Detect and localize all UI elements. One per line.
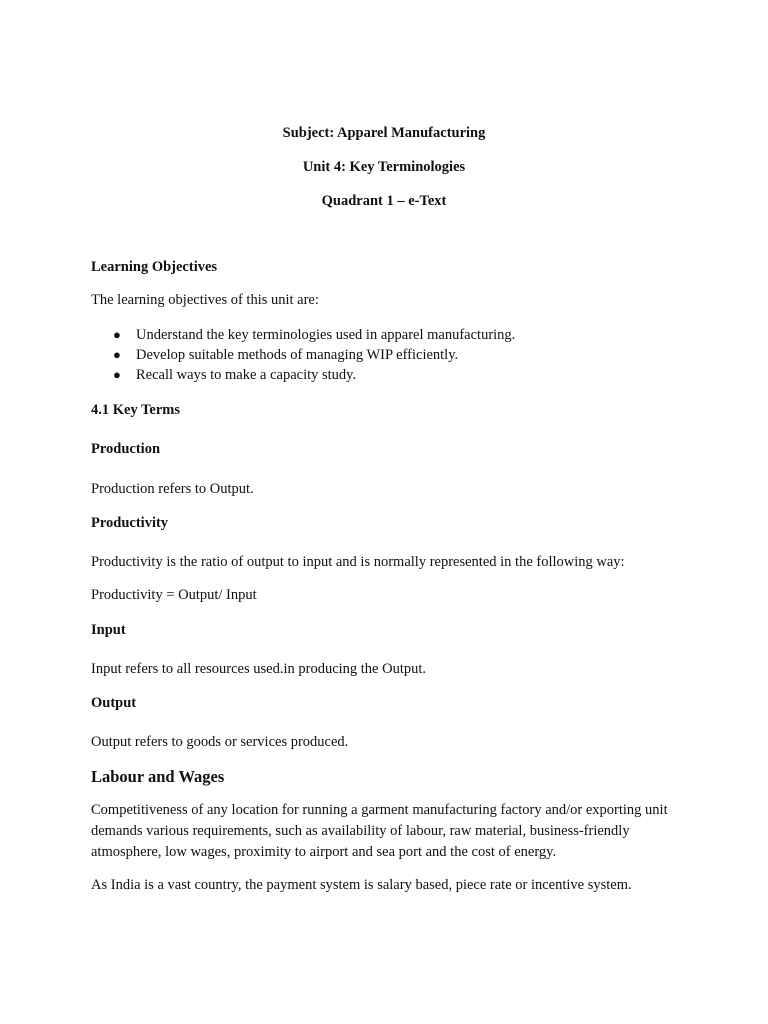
bullet-icon: ● [113,327,121,342]
labour-wages-heading: Labour and Wages [91,767,225,786]
learning-objectives-intro: The learning objectives of this unit are: [91,292,319,308]
output-text: Output refers to goods or services produced. [91,734,349,750]
productivity-formula: Productivity = Output/ Input [91,587,257,603]
objective-item [91,325,515,345]
key-terms-heading: 4.1 Key Terms [91,402,181,418]
subject-title: Subject: Apparel Manufacturing [282,125,486,141]
learning-objectives-list [91,325,515,385]
quadrant-title: Quadrant 1 – e-Text [321,193,447,209]
learning-objectives-heading: Learning Objectives [91,259,218,275]
objective-text: Develop suitable methods of managing WIP efficiently. [136,347,459,363]
labour-wages-paragraph-2: As India is a vast country, the payment system is salary based, piece rate or incentive system. [91,877,632,893]
labour-wages-paragraph-1: Competitiveness of any location for running a garment manufacturing factory and/or exporting unit demands various requirements, such as availability of labour, raw material, business-friendly atmosphere, low wages, proximity to airport and sea port and the cost of energy. [91,802,668,860]
objective-item [91,365,515,385]
input-heading: Input [91,622,126,638]
objective-text: Recall ways to make a capacity study. [136,367,357,383]
production-heading: Production [91,441,161,457]
productivity-heading: Productivity [91,515,169,531]
input-text: Input refers to all resources used.in producing the Output. [91,661,427,677]
production-text: Production refers to Output. [91,481,254,497]
bullet-icon: ● [113,367,121,382]
output-heading: Output [91,695,137,711]
unit-title: Unit 4: Key Terminologies [302,159,466,175]
objective-item [91,345,515,365]
objective-text: Understand the key terminologies used in apparel manufacturing. [136,327,516,343]
productivity-text: Productivity is the ratio of output to input and is normally represented in the following way: [91,554,625,570]
bullet-icon: ● [113,347,121,362]
